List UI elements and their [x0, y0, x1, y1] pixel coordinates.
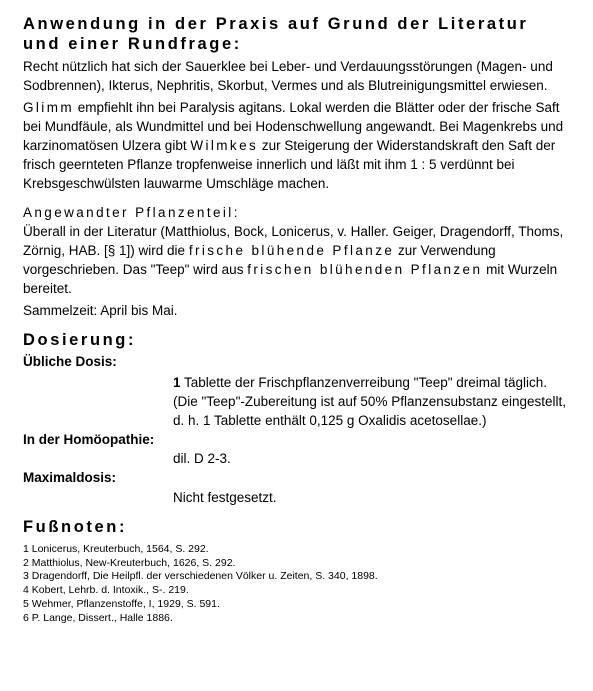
- ubliche-dosis-value: [173, 373, 575, 430]
- author-name-glimm: Glimm: [23, 100, 74, 115]
- footnote-item: 4 Kobert, Lehrb. d. Intoxik., S-. 219.: [23, 584, 189, 597]
- homoeopathie-label: In der Homöopathie:: [23, 432, 155, 447]
- footnote-item: 6 P. Lange, Dissert., Halle 1886.: [23, 611, 173, 624]
- fussnoten-heading: Fußnoten:: [23, 518, 128, 536]
- maximaldosis-label: Maximaldosis:: [23, 470, 117, 485]
- pflanzenteil-heading: Angewandter Pflanzenteil:: [23, 205, 240, 220]
- document-page: [23, 14, 575, 625]
- ubliche-dosis-label: Übliche Dosis:: [23, 354, 117, 369]
- ubliche-dosis-text: Tablette der Frischpflanzenverreibung "Teep" dreimal täglich. (Die "Teep"-Zubereitung ist auf 50% Pflanzensubstanz eingestellt, d. h. 1 Tablette enthält 0,125 g Oxalidis acetosellae.): [173, 375, 567, 428]
- section-dosierung: [23, 330, 575, 507]
- sammelzeit: Sammelzeit: April bis Mai.: [23, 303, 178, 318]
- praxis-heading-line2: und einer Rundfrage:: [23, 35, 242, 53]
- footnote-item: 1 Lonicerus, Kreuterbuch, 1564, S. 292.: [23, 543, 209, 555]
- pflanzenteil-paragraph: [23, 222, 575, 298]
- praxis-heading-line1: Anwendung in der Praxis auf Grund der Literatur: [23, 15, 529, 33]
- section-fussnoten: [23, 517, 575, 625]
- maximaldosis-value: Nicht festgesetzt.: [173, 490, 277, 505]
- section-praxis: [23, 14, 575, 193]
- praxis-paragraph-2-text-a: empfiehlt ihn bei Paralysis agitans. Lokal werden die Blätter oder der frische Saft bei Mundfäule, als Wundmittel und bei Hodenschwellung angewandt. Bei Magenkrebs und karzinomatösen Ulzera gibt: [23, 100, 564, 153]
- footnote-item: 5 Wehmer, Pflanzenstoffe, I, 1929, S. 591.: [23, 597, 220, 610]
- pflanzenteil-text-b: zur Verwendung vorgeschrieben. Das "Teep" wird aus: [23, 243, 496, 277]
- praxis-paragraph-1: Recht nützlich hat sich der Sauerklee bei Leber- und Verdauungsstörungen (Magen- und Sodbrennen), Ikterus, Nephritis, Skorbut, Vermes und als Blutreinigungsmittel erwiesen.: [23, 59, 553, 93]
- pflanzenteil-text-c: mit Wurzeln bereitet.: [23, 262, 558, 296]
- dosierung-heading: Dosierung:: [23, 331, 137, 349]
- ubliche-dosis-number: 1: [173, 375, 181, 390]
- pflanzenteil-text-a: Überall in der Literatur (Matthiolus, Bock, Lonicerus, v. Haller. Geiger, Dragendorff, Thoms, Zörnig, HAB. [§ 1]) wird die: [23, 224, 564, 258]
- praxis-paragraph-2: [23, 98, 575, 193]
- homoeopathie-value: dil. D 2-3.: [173, 451, 231, 466]
- pflanzenteil-spaced-1: frische blühende Pflanze: [188, 243, 395, 258]
- section-pflanzenteil: [23, 203, 575, 320]
- praxis-paragraph-2-text-b: zur Steigerung der Widerstandskraft den Saft der frisch geernteten Pflanze tropfenweise innerlich und läßt mit ihm 1 : 5 verdünnt bei Krebsgeschwülsten lauwarme Umschläge machen.: [23, 138, 556, 191]
- footnote-item: 2 Matthiolus, New-Kreuterbuch, 1626, S. 292.: [23, 556, 236, 569]
- author-name-wilmkes: Wilmkes: [190, 138, 259, 153]
- pflanzenteil-spaced-2: frischen blühenden Pflanzen: [247, 262, 483, 277]
- footnote-item: 3 Dragendorff, Die Heilpfl. der verschiedenen Völker u. Zeiten, S. 340, 1898.: [23, 570, 378, 583]
